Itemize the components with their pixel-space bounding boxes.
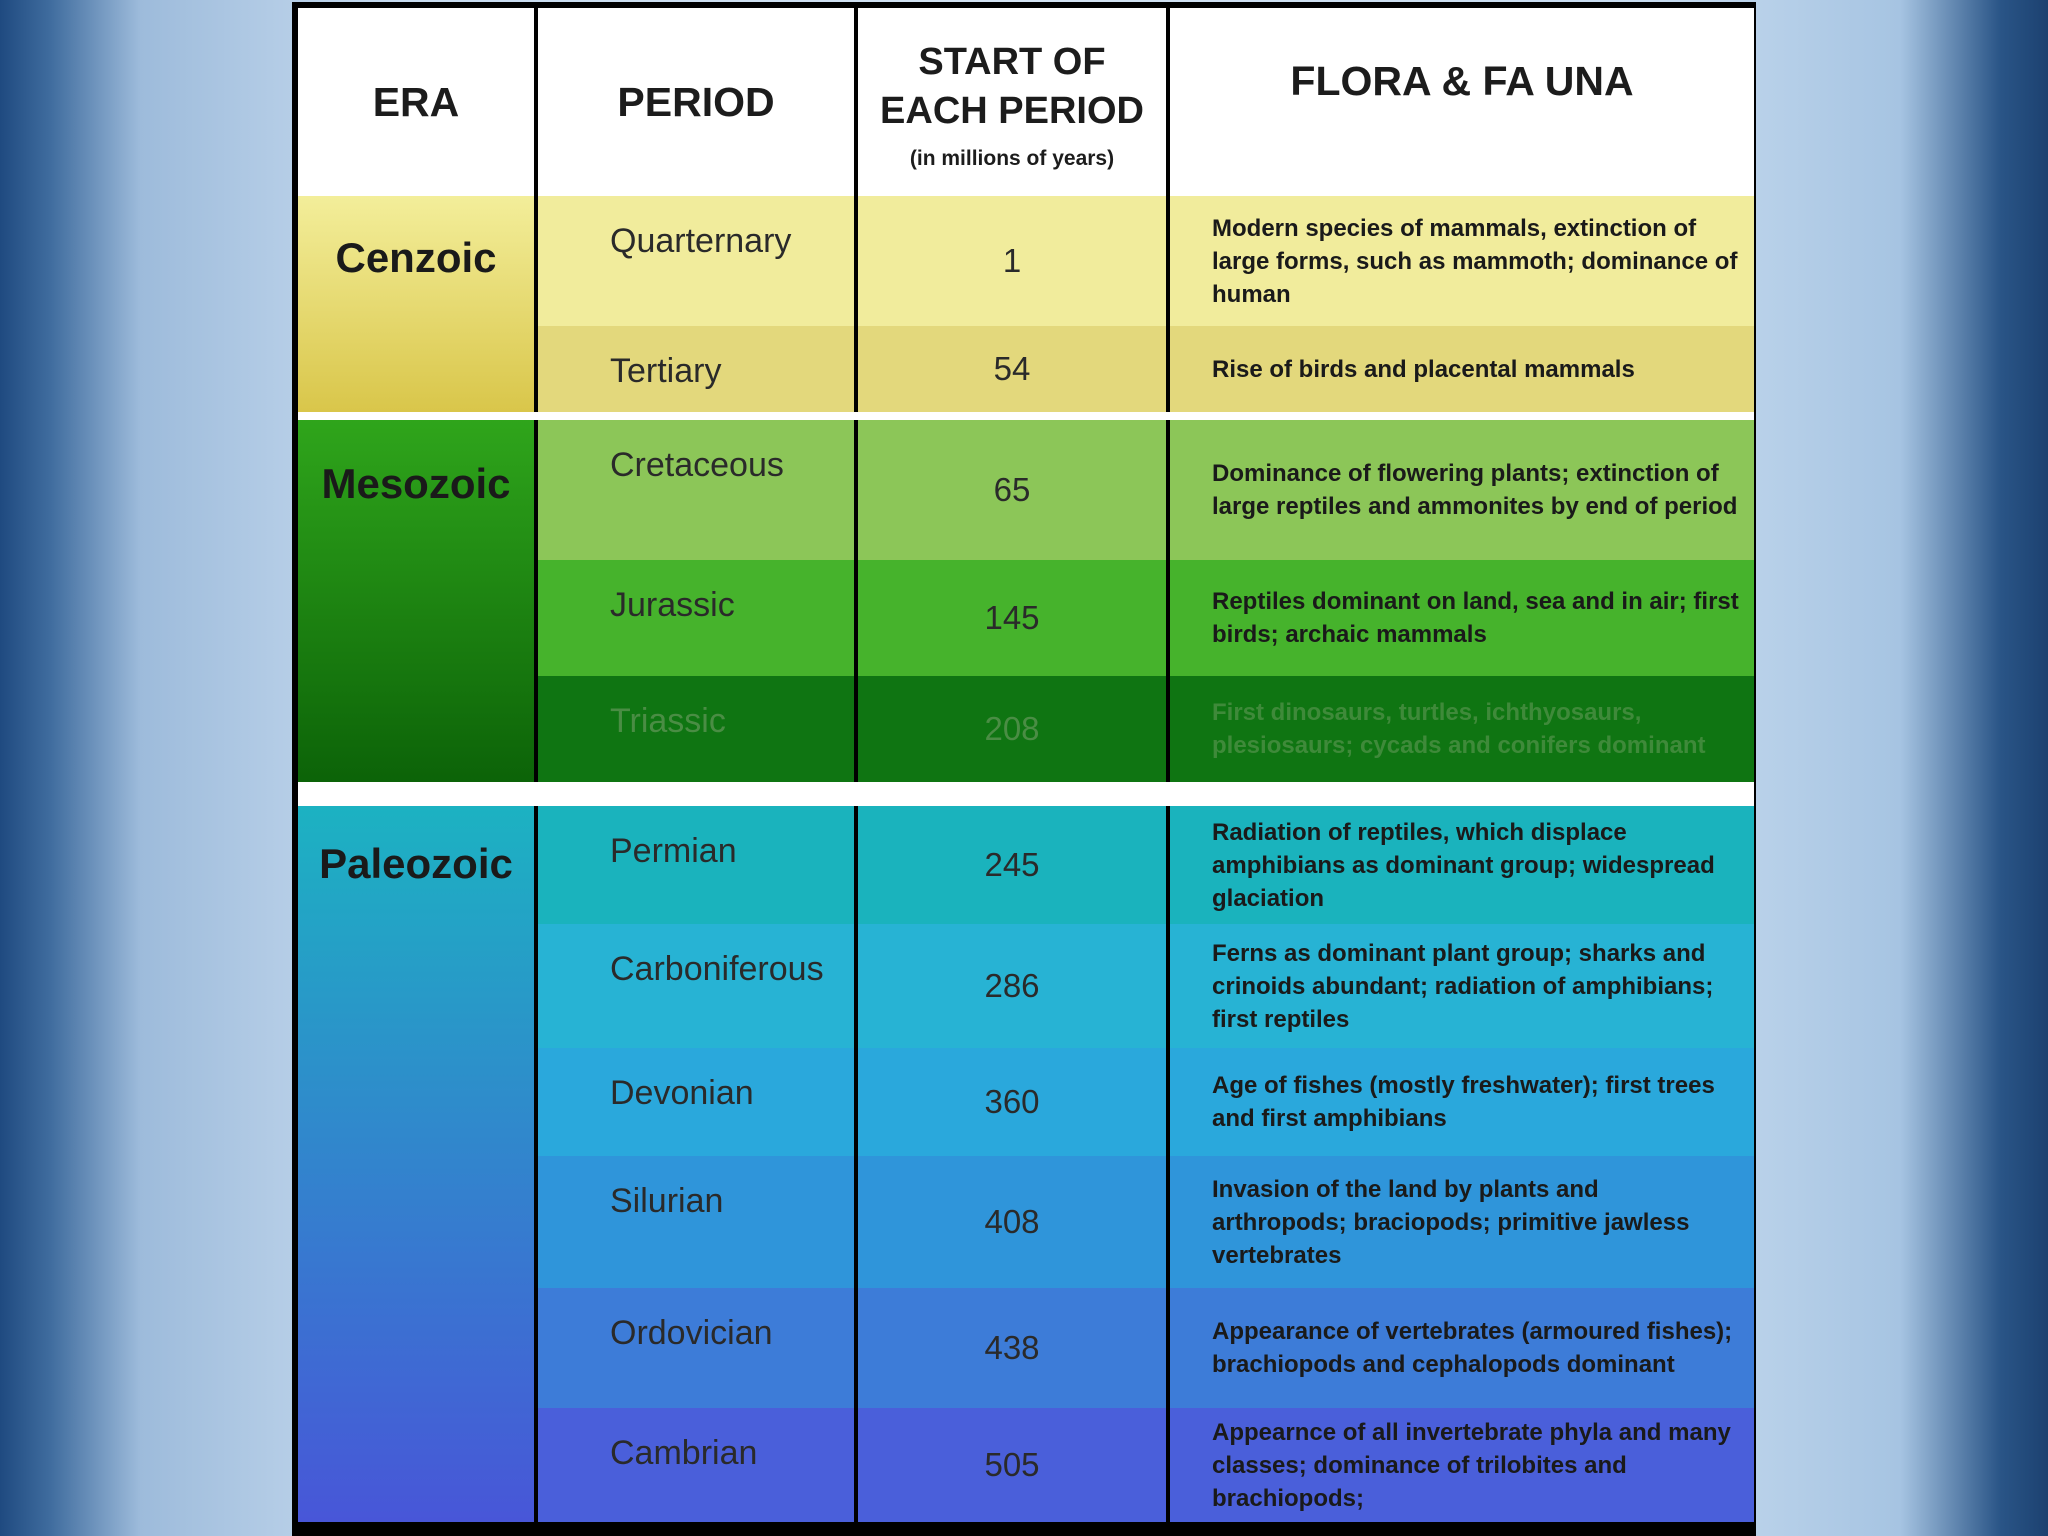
era-separator [298, 782, 1754, 806]
fauna-text: Invasion of the land by plants and arthropods; braciopods; primitive jawless vertebrates [1212, 1175, 1690, 1269]
start-value: 408 [984, 1203, 1040, 1240]
start-value: 208 [984, 710, 1040, 747]
header-start [858, 8, 1166, 196]
period-ordovician [538, 1288, 854, 1408]
start-quarternary [858, 196, 1166, 326]
era-separator [298, 412, 1754, 420]
period-name: Quarternary [610, 222, 792, 260]
geologic-time-table [292, 2, 1756, 1536]
period-jurassic [538, 560, 854, 676]
header-era [298, 8, 534, 196]
period-name: Devonian [610, 1074, 754, 1112]
start-value: 54 [993, 350, 1031, 387]
start-value: 1 [1002, 242, 1022, 279]
start-value: 65 [993, 471, 1031, 508]
era-name-label: Cenzoic [335, 234, 497, 281]
fauna-text: Age of fishes (mostly freshwater); first trees and first amphibians [1212, 1072, 1715, 1132]
start-tertiary [858, 326, 1166, 412]
start-value: 505 [984, 1446, 1040, 1483]
period-devonian [538, 1048, 854, 1156]
era-mesozoic [298, 420, 534, 782]
period-name: Carboniferous [610, 950, 824, 988]
era-cenzoic [298, 196, 534, 412]
start-cambrian [858, 1408, 1166, 1522]
start-value: 286 [984, 967, 1040, 1004]
start-ordovician [858, 1288, 1166, 1408]
fauna-silurian [1170, 1156, 1754, 1288]
period-tertiary [538, 326, 854, 412]
fauna-text: Radiation of reptiles, which displace amphibians as dominant group; widespread glaciation [1212, 818, 1715, 912]
period-silurian [538, 1156, 854, 1288]
start-cretaceous [858, 420, 1166, 560]
period-cretaceous [538, 420, 854, 560]
header-period-label: PERIOD [617, 78, 775, 125]
start-carboniferous [858, 924, 1166, 1048]
start-triassic [858, 676, 1166, 782]
fauna-text: Ferns as dominant plant group; sharks and crinoids abundant; radiation of amphibians; first reptiles [1212, 939, 1714, 1033]
period-name: Triassic [610, 702, 726, 740]
period-name: Cretaceous [610, 446, 784, 484]
header-start-unit: (in millions of years) [909, 147, 1115, 170]
era-name-label: Paleozoic [319, 840, 513, 887]
period-permian [538, 806, 854, 924]
header-start-line1: START OF [918, 41, 1106, 83]
period-name: Tertiary [610, 352, 722, 390]
start-devonian [858, 1048, 1166, 1156]
header-start-line2: EACH PERIOD [880, 90, 1144, 132]
fauna-devonian [1170, 1048, 1754, 1156]
start-jurassic [858, 560, 1166, 676]
period-cambrian [538, 1408, 854, 1522]
period-name: Silurian [610, 1182, 724, 1220]
era-paleozoic [298, 806, 534, 1522]
header-period [538, 8, 854, 196]
fauna-quarternary [1170, 196, 1754, 326]
start-permian [858, 806, 1166, 924]
start-value: 360 [984, 1083, 1040, 1120]
start-value: 145 [984, 599, 1040, 636]
fauna-text: First dinosaurs, turtles, ichthyosaurs, plesiosaurs; cycads and conifers dominant [1212, 699, 1706, 759]
fauna-text: Modern species of mammals, extinction of large forms, such as mammoth; dominance of human [1212, 214, 1738, 308]
period-name: Ordovician [610, 1314, 773, 1352]
period-carboniferous [538, 924, 854, 1048]
fauna-ordovician [1170, 1288, 1754, 1408]
fauna-cretaceous [1170, 420, 1754, 560]
era-name-label: Mesozoic [321, 460, 511, 507]
header-flora-fauna [1170, 8, 1754, 196]
period-name: Cambrian [610, 1434, 758, 1472]
fauna-jurassic [1170, 560, 1754, 676]
fauna-text: Rise of birds and placental mammals [1212, 355, 1635, 383]
fauna-cambrian [1170, 1408, 1754, 1522]
fauna-text: Reptiles dominant on land, sea and in air; first birds; archaic mammals [1212, 588, 1739, 648]
start-silurian [858, 1156, 1166, 1288]
header-flora-fauna-label: FLORA & FA UNA [1290, 58, 1634, 104]
fauna-carboniferous [1170, 924, 1754, 1048]
start-value: 438 [984, 1329, 1040, 1366]
period-quarternary [538, 196, 854, 326]
fauna-tertiary [1170, 326, 1754, 412]
header-era-label: ERA [372, 78, 460, 125]
period-name: Jurassic [610, 586, 735, 624]
fauna-text: Appearnce of all invertebrate phyla and many classes; dominance of trilobites and brachiopods; [1212, 1418, 1731, 1512]
fauna-text: Dominance of flowering plants; extinction of large reptiles and ammonites by end of period [1212, 460, 1738, 520]
start-value: 245 [984, 846, 1040, 883]
fauna-text: Appearance of vertebrates (armoured fishes); brachiopods and cephalopods dominant [1212, 1318, 1733, 1378]
period-name: Permian [610, 832, 737, 870]
fauna-triassic [1170, 676, 1754, 782]
fauna-permian [1170, 806, 1754, 924]
period-triassic [538, 676, 854, 782]
